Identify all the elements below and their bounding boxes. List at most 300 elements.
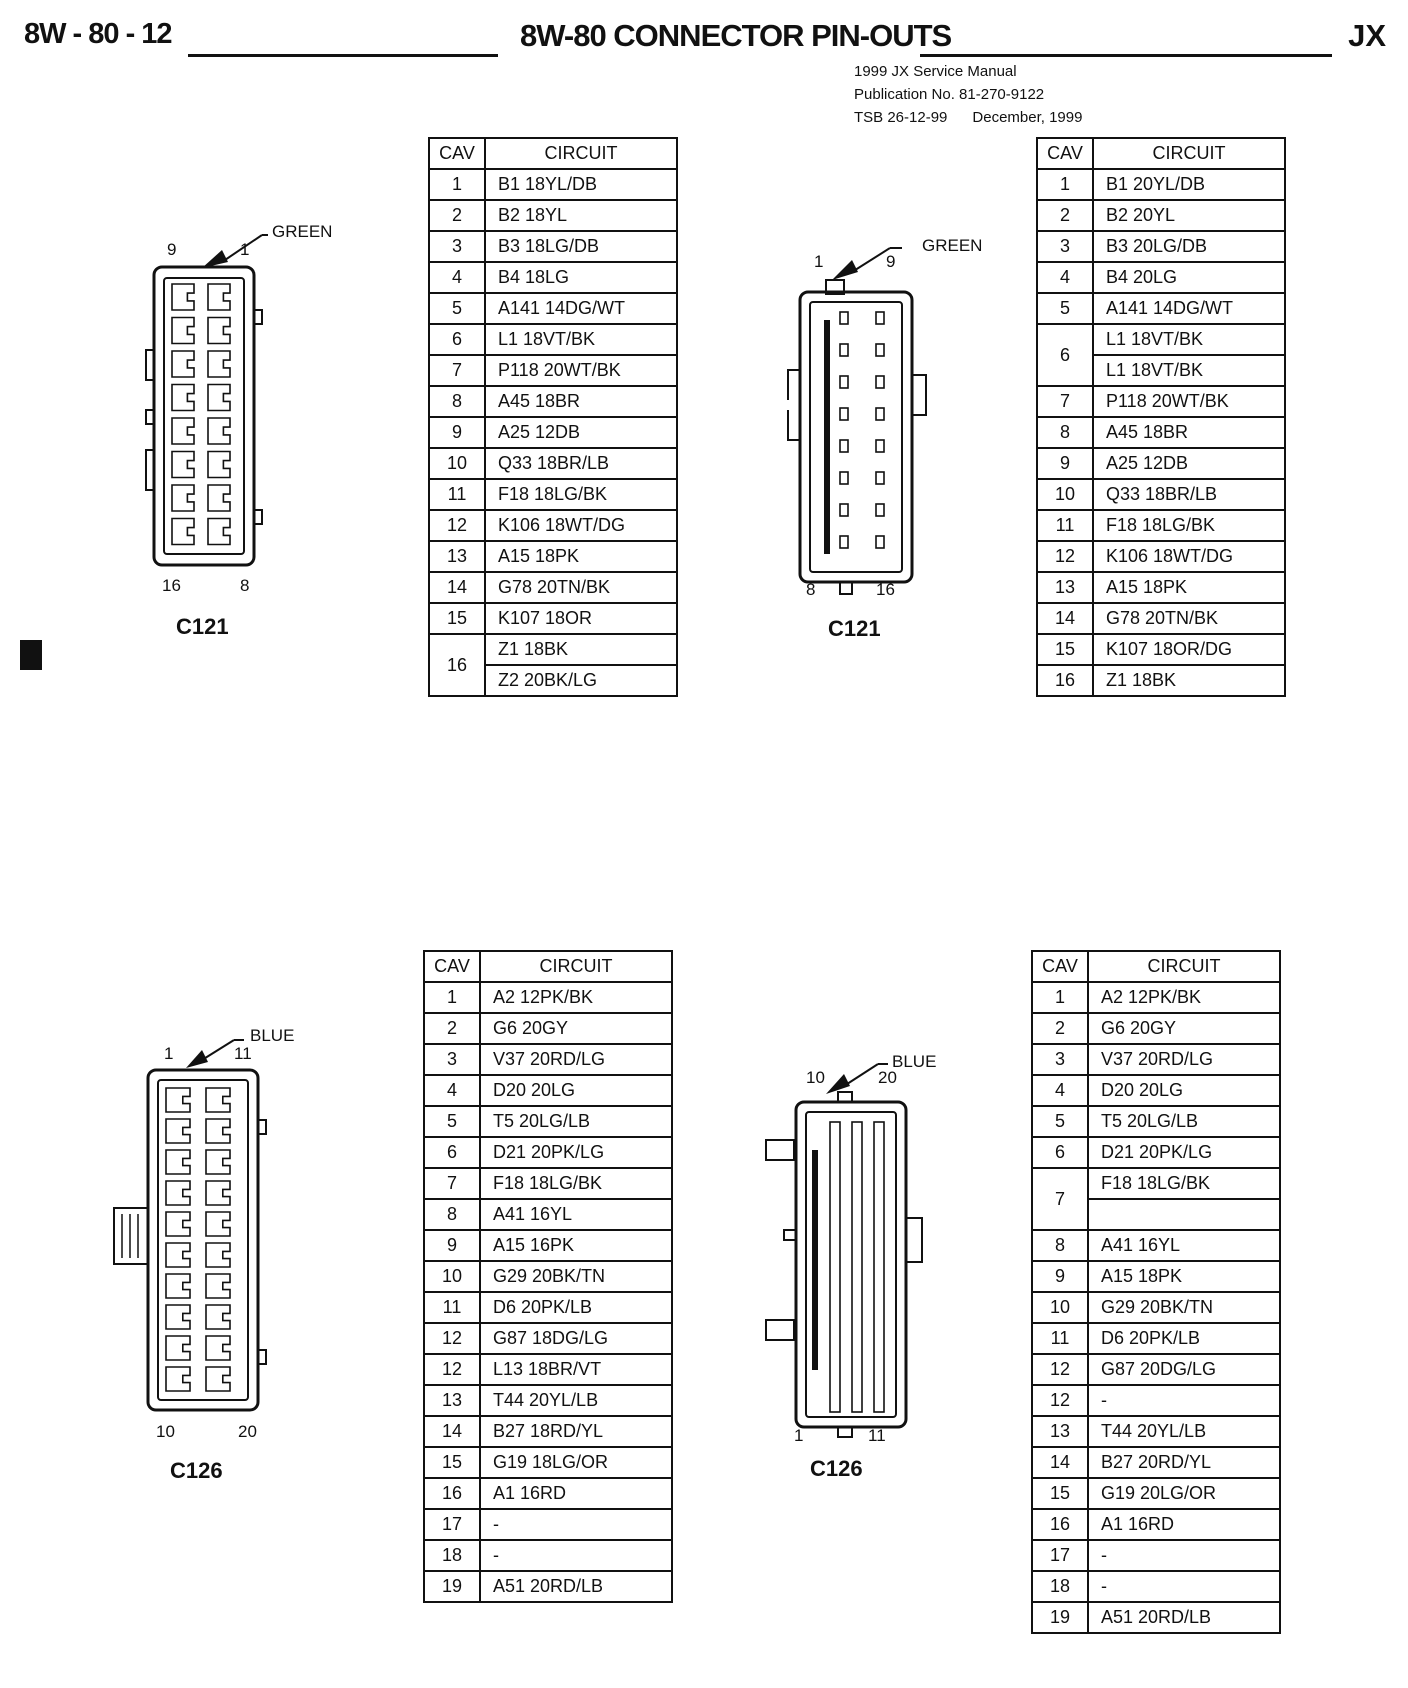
table-row — [424, 982, 672, 1013]
connector-name: C126 — [810, 1456, 863, 1481]
cav-cell: 17 — [1032, 1540, 1088, 1571]
cav-cell: 10 — [1037, 479, 1093, 510]
cav-cell: 12 — [1032, 1354, 1088, 1385]
pin-label-top-right: 11 — [234, 1044, 252, 1063]
table-row — [424, 1540, 672, 1571]
cavity — [166, 1119, 190, 1143]
table-row — [429, 448, 677, 479]
cav-cell: 12 — [424, 1354, 480, 1385]
table-row — [424, 1199, 672, 1230]
cav-cell: 7 — [1032, 1168, 1088, 1230]
table-row — [429, 417, 677, 448]
table-row — [424, 1168, 672, 1199]
pinout-table-c121-left — [428, 137, 678, 697]
cav-cell: 7 — [424, 1168, 480, 1199]
circuit-cell: A25 12DB — [1093, 448, 1285, 479]
table-row — [424, 1323, 672, 1354]
header-rule-right — [920, 54, 1332, 57]
table-row — [429, 355, 677, 386]
circuit-cell: P118 20WT/BK — [1093, 386, 1285, 417]
pin-label-top-right: 1 — [240, 240, 250, 259]
table-row — [1032, 1571, 1280, 1602]
cavity — [208, 452, 230, 478]
cavity — [172, 385, 194, 411]
table-row — [1032, 1540, 1280, 1571]
color-label: BLUE — [250, 1026, 295, 1045]
color-label: GREEN — [272, 222, 333, 241]
cav-cell: 4 — [429, 262, 485, 293]
cavity — [166, 1336, 190, 1360]
table-row — [429, 572, 677, 603]
table-row — [429, 603, 677, 634]
circuit-cell: A1 16RD — [1088, 1509, 1280, 1540]
model-code: JX — [1348, 18, 1386, 53]
cavity — [874, 1122, 884, 1412]
circuit-cell: A15 16PK — [480, 1230, 672, 1261]
pinout-table-c126-left — [423, 950, 673, 1603]
cav-header: CAV — [1037, 138, 1093, 169]
table-row — [1037, 262, 1285, 293]
cav-cell: 14 — [1032, 1447, 1088, 1478]
cav-cell: 3 — [429, 231, 485, 262]
table-header-row — [1032, 951, 1280, 982]
publication-info — [854, 60, 1082, 129]
cavity — [876, 312, 884, 324]
table-row — [1037, 417, 1285, 448]
cavity — [840, 504, 848, 516]
cav-cell: 16 — [1032, 1509, 1088, 1540]
circuit-cell: B4 18LG — [485, 262, 677, 293]
table-row — [424, 1385, 672, 1416]
circuit-cell: D21 20PK/LG — [1088, 1137, 1280, 1168]
connector-diagram-c121-right — [780, 230, 1020, 650]
table-row — [424, 1261, 672, 1292]
circuit-cell: D20 20LG — [1088, 1075, 1280, 1106]
table-row — [1037, 634, 1285, 665]
cav-cell: 11 — [429, 479, 485, 510]
cav-cell: 4 — [1032, 1075, 1088, 1106]
cav-cell: 1 — [429, 169, 485, 200]
circuit-cell: G87 20DG/LG — [1088, 1354, 1280, 1385]
table-row — [1032, 1168, 1280, 1199]
pin-label-bottom-right: 8 — [240, 576, 250, 595]
cavity — [840, 536, 848, 548]
table-row — [1032, 1230, 1280, 1261]
circuit-cell: Z2 20BK/LG — [485, 665, 677, 696]
cavity — [206, 1336, 230, 1360]
circuit-cell: V37 20RD/LG — [480, 1044, 672, 1075]
table-row — [429, 510, 677, 541]
cav-cell: 4 — [424, 1075, 480, 1106]
circuit-cell: V37 20RD/LG — [1088, 1044, 1280, 1075]
cav-cell: 5 — [1037, 293, 1093, 324]
circuit-cell: L1 18VT/BK — [1093, 324, 1285, 355]
cav-header: CAV — [429, 138, 485, 169]
circuit-cell: G78 20TN/BK — [485, 572, 677, 603]
cav-header: CAV — [424, 951, 480, 982]
cavity — [208, 351, 230, 377]
cav-cell: 16 — [1037, 665, 1093, 696]
circuit-cell: F18 18LG/BK — [1093, 510, 1285, 541]
cav-cell: 6 — [429, 324, 485, 355]
header-rule-left — [188, 54, 498, 57]
cav-cell: 13 — [1032, 1416, 1088, 1447]
cav-cell: 9 — [1032, 1261, 1088, 1292]
table-row — [424, 1478, 672, 1509]
cav-cell: 7 — [429, 355, 485, 386]
circuit-cell: B2 18YL — [485, 200, 677, 231]
circuit-cell: B1 20YL/DB — [1093, 169, 1285, 200]
table-row — [1032, 1044, 1280, 1075]
cav-cell: 4 — [1037, 262, 1093, 293]
circuit-cell: G78 20TN/BK — [1093, 603, 1285, 634]
pin-label-bottom-left: 16 — [162, 576, 181, 595]
table-row — [1032, 1602, 1280, 1633]
circuit-cell: B3 20LG/DB — [1093, 231, 1285, 262]
cavity — [840, 312, 848, 324]
table-row — [1032, 1137, 1280, 1168]
circuit-cell: B3 18LG/DB — [485, 231, 677, 262]
circuit-header: CIRCUIT — [1093, 138, 1285, 169]
cav-cell: 5 — [1032, 1106, 1088, 1137]
cavity — [876, 536, 884, 548]
cavity — [876, 376, 884, 388]
circuit-cell: F18 18LG/BK — [485, 479, 677, 510]
cavity — [166, 1305, 190, 1329]
circuit-cell: - — [480, 1540, 672, 1571]
table-row — [429, 479, 677, 510]
cavity — [876, 504, 884, 516]
pin-label-top-left: 1 — [164, 1044, 174, 1063]
cavity — [172, 284, 194, 310]
circuit-cell: - — [1088, 1540, 1280, 1571]
cavity — [208, 418, 230, 444]
circuit-cell: G6 20GY — [480, 1013, 672, 1044]
table-row — [1032, 1385, 1280, 1416]
circuit-cell: Q33 18BR/LB — [1093, 479, 1285, 510]
table-row — [424, 1230, 672, 1261]
table-row — [1037, 386, 1285, 417]
cav-cell: 1 — [1037, 169, 1093, 200]
circuit-cell: P118 20WT/BK — [485, 355, 677, 386]
cavity — [208, 318, 230, 344]
table-row — [429, 169, 677, 200]
cav-cell: 16 — [429, 634, 485, 696]
cav-cell: 14 — [1037, 603, 1093, 634]
circuit-cell: L1 18VT/BK — [485, 324, 677, 355]
cav-cell: 6 — [1032, 1137, 1088, 1168]
cav-cell: 3 — [1032, 1044, 1088, 1075]
cavity — [172, 418, 194, 444]
cavity — [208, 519, 230, 545]
circuit-cell: T44 20YL/LB — [480, 1385, 672, 1416]
cav-cell: 14 — [429, 572, 485, 603]
circuit-cell: B1 18YL/DB — [485, 169, 677, 200]
circuit-cell: A15 18PK — [1088, 1261, 1280, 1292]
cav-header: CAV — [1032, 951, 1088, 982]
pinout-table-c121-right — [1036, 137, 1286, 697]
cavity — [206, 1181, 230, 1205]
cav-cell: 8 — [1032, 1230, 1088, 1261]
circuit-cell: B27 18RD/YL — [480, 1416, 672, 1447]
cavity — [876, 472, 884, 484]
cav-cell: 11 — [424, 1292, 480, 1323]
cav-cell: 2 — [1037, 200, 1093, 231]
table-row — [1037, 603, 1285, 634]
table-row — [424, 1013, 672, 1044]
table-row — [1032, 1106, 1280, 1137]
circuit-cell: G19 18LG/OR — [480, 1447, 672, 1478]
color-label: GREEN — [922, 236, 983, 255]
page-number: 8W - 80 - 12 — [24, 18, 172, 50]
table-row — [429, 634, 677, 665]
cavity — [166, 1274, 190, 1298]
pin-label-top-left: 1 — [814, 252, 824, 271]
table-header-row — [429, 138, 677, 169]
circuit-cell: A45 18BR — [485, 386, 677, 417]
circuit-header: CIRCUIT — [1088, 951, 1280, 982]
connector-diagram-c121-left — [140, 210, 380, 650]
table-header-row — [1037, 138, 1285, 169]
cavity — [206, 1367, 230, 1391]
cav-cell: 5 — [429, 293, 485, 324]
pin-label-top-left: 10 — [806, 1068, 825, 1087]
table-row — [1032, 1261, 1280, 1292]
cavity — [208, 385, 230, 411]
table-row — [1032, 1478, 1280, 1509]
cavity — [206, 1274, 230, 1298]
table-row — [424, 1075, 672, 1106]
circuit-cell: A45 18BR — [1093, 417, 1285, 448]
circuit-cell: T5 20LG/LB — [480, 1106, 672, 1137]
cav-cell: 18 — [424, 1540, 480, 1571]
pin-label-top-right: 9 — [886, 252, 896, 271]
circuit-cell: Z1 18BK — [1093, 665, 1285, 696]
cav-cell: 10 — [1032, 1292, 1088, 1323]
cav-cell: 9 — [424, 1230, 480, 1261]
cav-cell: 15 — [1037, 634, 1093, 665]
cavity — [840, 440, 848, 452]
circuit-cell: D6 20PK/LB — [1088, 1323, 1280, 1354]
cav-cell: 19 — [1032, 1602, 1088, 1633]
pinout-table-c126-right — [1031, 950, 1281, 1634]
cav-cell: 5 — [424, 1106, 480, 1137]
cavity — [172, 351, 194, 377]
connector-name: C121 — [828, 616, 881, 641]
circuit-cell: Q33 18BR/LB — [485, 448, 677, 479]
table-row — [1037, 293, 1285, 324]
table-row — [424, 1416, 672, 1447]
cav-cell: 12 — [1032, 1385, 1088, 1416]
cav-cell: 7 — [1037, 386, 1093, 417]
cavity — [206, 1088, 230, 1112]
table-row — [1032, 1509, 1280, 1540]
cavity — [166, 1243, 190, 1267]
circuit-cell: F18 18LG/BK — [1088, 1168, 1280, 1199]
cavity — [166, 1150, 190, 1174]
cav-cell: 11 — [1032, 1323, 1088, 1354]
cavity — [840, 408, 848, 420]
cav-cell: 1 — [424, 982, 480, 1013]
table-row — [429, 231, 677, 262]
circuit-cell: F18 18LG/BK — [480, 1168, 672, 1199]
connector-outline-c126-right — [760, 1050, 1020, 1470]
circuit-cell: A41 16YL — [480, 1199, 672, 1230]
cav-cell: 2 — [429, 200, 485, 231]
cav-cell: 12 — [1037, 541, 1093, 572]
table-row — [424, 1354, 672, 1385]
table-row — [1037, 231, 1285, 262]
circuit-cell: T5 20LG/LB — [1088, 1106, 1280, 1137]
cavity — [876, 344, 884, 356]
cavity — [208, 284, 230, 310]
cavity — [166, 1212, 190, 1236]
publication-line-1: 1999 JX Service Manual — [854, 63, 1017, 80]
cav-cell: 8 — [424, 1199, 480, 1230]
color-label: BLUE — [892, 1052, 937, 1071]
table-row — [424, 1137, 672, 1168]
table-row — [1037, 572, 1285, 603]
cavity — [172, 452, 194, 478]
cav-cell: 13 — [424, 1385, 480, 1416]
cav-cell: 9 — [429, 417, 485, 448]
cavity — [206, 1119, 230, 1143]
cav-cell: 2 — [1032, 1013, 1088, 1044]
cav-cell: 13 — [1037, 572, 1093, 603]
circuit-cell: A2 12PK/BK — [480, 982, 672, 1013]
circuit-cell: L1 18VT/BK — [1093, 355, 1285, 386]
cavity — [166, 1181, 190, 1205]
cav-cell: 12 — [424, 1323, 480, 1354]
circuit-cell: B2 20YL — [1093, 200, 1285, 231]
circuit-cell: D20 20LG — [480, 1075, 672, 1106]
circuit-cell: B4 20LG — [1093, 262, 1285, 293]
circuit-cell: - — [480, 1509, 672, 1540]
cavity — [876, 440, 884, 452]
circuit-cell: G19 20LG/OR — [1088, 1478, 1280, 1509]
circuit-cell: K107 18OR/DG — [1093, 634, 1285, 665]
circuit-cell: A2 12PK/BK — [1088, 982, 1280, 1013]
cavity — [166, 1367, 190, 1391]
cavity — [172, 318, 194, 344]
circuit-cell: D6 20PK/LB — [480, 1292, 672, 1323]
circuit-cell: A1 16RD — [480, 1478, 672, 1509]
table-row — [1032, 1416, 1280, 1447]
circuit-cell: A41 16YL — [1088, 1230, 1280, 1261]
circuit-header: CIRCUIT — [480, 951, 672, 982]
cav-cell: 19 — [424, 1571, 480, 1602]
table-row — [1037, 200, 1285, 231]
table-row — [1037, 324, 1285, 355]
pin-label-bottom-right: 16 — [876, 580, 895, 599]
table-row — [429, 324, 677, 355]
circuit-cell: A141 14DG/WT — [1093, 293, 1285, 324]
cav-cell: 14 — [424, 1416, 480, 1447]
cavity — [830, 1122, 840, 1412]
circuit-cell: K106 18WT/DG — [485, 510, 677, 541]
table-row — [424, 1447, 672, 1478]
table-row — [429, 262, 677, 293]
pin-label-bottom-left: 10 — [156, 1422, 175, 1441]
publication-line-3: TSB 26-12-99 December, 1999 — [854, 109, 1083, 126]
publication-line-2: Publication No. 81-270-9122 — [854, 86, 1045, 103]
circuit-cell: - — [1088, 1385, 1280, 1416]
cav-cell: 17 — [424, 1509, 480, 1540]
cavity — [206, 1150, 230, 1174]
connector-name: C126 — [170, 1458, 223, 1483]
cav-cell: 2 — [424, 1013, 480, 1044]
cav-cell: 18 — [1032, 1571, 1088, 1602]
cav-cell: 6 — [1037, 324, 1093, 386]
cav-cell: 3 — [424, 1044, 480, 1075]
cav-cell: 6 — [424, 1137, 480, 1168]
table-row — [429, 200, 677, 231]
pin-label-bottom-left: 8 — [806, 580, 816, 599]
pin-label-top-right: 20 — [878, 1068, 897, 1087]
table-row — [424, 1106, 672, 1137]
cavity — [172, 485, 194, 511]
table-header-row — [424, 951, 672, 982]
pin-label-bottom-right: 11 — [868, 1426, 886, 1445]
circuit-cell: B27 20RD/YL — [1088, 1447, 1280, 1478]
circuit-cell: G87 18DG/LG — [480, 1323, 672, 1354]
circuit-cell: A15 18PK — [1093, 572, 1285, 603]
circuit-cell: L13 18BR/VT — [480, 1354, 672, 1385]
table-row — [1032, 1323, 1280, 1354]
pin-label-bottom-right: 20 — [238, 1422, 257, 1441]
page-header — [0, 18, 1408, 58]
circuit-cell: G29 20BK/TN — [480, 1261, 672, 1292]
table-row — [1032, 982, 1280, 1013]
table-row — [1037, 665, 1285, 696]
table-row — [424, 1571, 672, 1602]
cav-cell: 9 — [1037, 448, 1093, 479]
cav-cell: 10 — [429, 448, 485, 479]
pin-label-top-left: 9 — [167, 240, 177, 259]
table-row — [1032, 1292, 1280, 1323]
circuit-header: CIRCUIT — [485, 138, 677, 169]
table-row — [1037, 479, 1285, 510]
cavity — [852, 1122, 862, 1412]
table-row — [424, 1292, 672, 1323]
cav-cell: 13 — [429, 541, 485, 572]
cav-cell: 3 — [1037, 231, 1093, 262]
table-row — [424, 1044, 672, 1075]
connector-outline-c126-left — [110, 1030, 370, 1470]
cavity — [172, 519, 194, 545]
cavity — [206, 1305, 230, 1329]
cav-cell: 16 — [424, 1478, 480, 1509]
section-title: 8W-80 CONNECTOR PIN-OUTS — [520, 18, 952, 53]
table-row — [1037, 541, 1285, 572]
table-row — [429, 386, 677, 417]
table-row — [1037, 448, 1285, 479]
cavity — [840, 376, 848, 388]
connector-diagram-c126-right — [760, 1050, 1020, 1481]
circuit-cell: A141 14DG/WT — [485, 293, 677, 324]
cav-cell: 12 — [429, 510, 485, 541]
cav-cell: 15 — [1032, 1478, 1088, 1509]
pin-label-bottom-left: 1 — [794, 1426, 804, 1445]
table-row — [424, 1509, 672, 1540]
connector-diagram-c126-left — [110, 1026, 370, 1483]
circuit-cell: A25 12DB — [485, 417, 677, 448]
circuit-cell: A15 18PK — [485, 541, 677, 572]
table-row — [1032, 1075, 1280, 1106]
circuit-cell: K107 18OR — [485, 603, 677, 634]
circuit-cell — [1088, 1199, 1280, 1230]
circuit-cell: G6 20GY — [1088, 1013, 1280, 1044]
